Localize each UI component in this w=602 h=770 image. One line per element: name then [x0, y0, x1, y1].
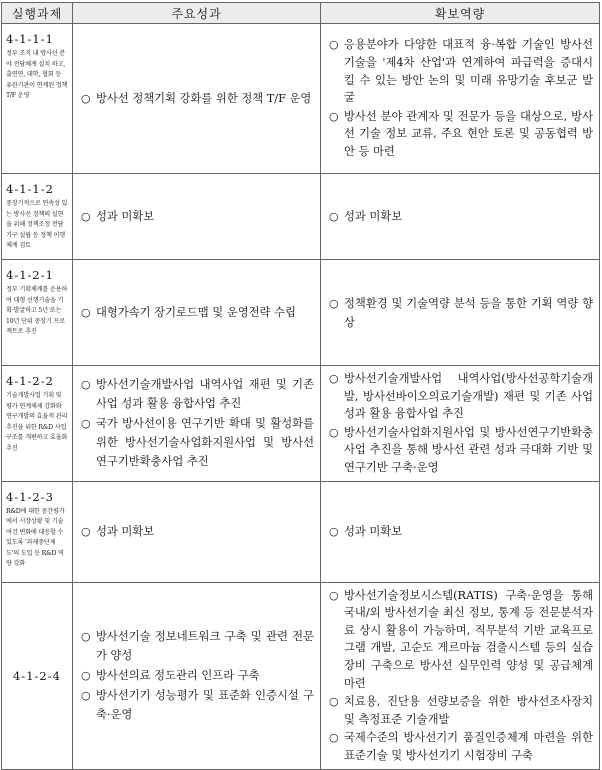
- capability-text: 정책환경 및 기술역량 분석 등을 통한 기획 역량 향상: [344, 296, 593, 329]
- capability-text: 방사선 분야 관계자 및 전문가 등을 대상으로, 방사선 기술 정보 교류, 주요 현안 토론 및 공동협력 방안 등 마련: [344, 109, 593, 158]
- capability-item: [327, 729, 593, 764]
- bullet-icon: ○: [329, 210, 339, 223]
- bullet-icon: ○: [81, 92, 91, 105]
- table-row: [2, 582, 600, 769]
- capabilities-cell: [321, 24, 600, 174]
- header-task: 실행과제: [2, 3, 73, 24]
- capability-item: [327, 108, 593, 161]
- bullet-icon: ○: [329, 296, 339, 310]
- task-description: 중장기적으로 연속성 있는 방사선 정책의 실현을 위해 정책조정 전담기구 설립 등 정책 이행 체계 검토: [6, 200, 68, 249]
- results-cell: [73, 174, 321, 260]
- capabilities-cell: [321, 174, 600, 260]
- capability-item: [327, 36, 593, 106]
- table-row: [2, 481, 600, 582]
- task-id: 4-1-2-3: [6, 489, 54, 504]
- capability-text: 성과 미확보: [344, 525, 403, 539]
- result-item: [79, 303, 314, 322]
- result-text: 방사선기기 성능평가 및 표준화 인증시설 구축·운영: [96, 689, 314, 722]
- task-cell: [2, 174, 73, 260]
- task-cell: [2, 24, 73, 174]
- capability-text: 치료용, 진단용 선량보증을 위한 방사선조사장치 및 측정표준 기술개발: [344, 695, 593, 726]
- header-capabilities: 확보역량: [321, 3, 600, 24]
- results-cell: [73, 260, 321, 366]
- task-id: 4-1-2-2: [6, 374, 54, 388]
- bullet-icon: ○: [329, 425, 339, 439]
- capability-text: 방사선기술정보시스템(RATIS) 구축·운영을 통해 국내/외 방사선기술 최신 정보, 통계 등 전문분석자료 상시 활용이 가능하며, 직무분석 기반 교육프로그램 개발, 고순도 게르마늄 검출시스템 등의 실습 장비 구축으로 방사선 실무인력 양성 및 공급체계 마련: [344, 588, 593, 690]
- bullet-icon: ○: [81, 630, 91, 644]
- table-row: [2, 24, 600, 174]
- bullet-icon: ○: [81, 669, 91, 683]
- task-description: R&D에 대한 중간평가에서 시장상황 및 기술여건 변화에 대응할 수 있도록 '과제중단제도'의 도입 등 R&D 역량 강화: [6, 507, 65, 568]
- bullet-icon: ○: [329, 525, 339, 539]
- capability-text: 국제수준의 방사선기기 품질인증체계 마련을 위한 표준기술 및 방사선기기 시험장비 구축: [344, 731, 593, 762]
- result-text: 방사선의료 정도관리 인프라 구축: [96, 669, 260, 683]
- capability-text: 응용분야가 다양한 대표적 융·복합 기술인 방사선기술을 '제4차 산업'과 연계하여 파급력을 증대시킬 수 있는 방안 논의 및 미래 유망기술 후보군 발굴: [344, 38, 593, 105]
- capabilities-cell: [321, 582, 600, 769]
- header-row: [2, 3, 600, 24]
- result-item: [79, 414, 314, 471]
- bullet-icon: ○: [329, 588, 339, 602]
- capability-item: [327, 587, 593, 693]
- result-item: [79, 522, 314, 541]
- result-text: 성과 미확보: [96, 210, 155, 223]
- bullet-icon: ○: [81, 210, 91, 223]
- bullet-icon: ○: [329, 372, 339, 385]
- results-cell: [73, 582, 321, 769]
- result-item: [79, 666, 314, 685]
- result-text: 방사선기술 정보네트워크 구축 및 관련 전문가 양성: [96, 630, 314, 663]
- result-text: 방사선기술개발사업 내역사업 재편 및 기존 사업 성과 활용 융합사업 추진: [96, 378, 314, 411]
- result-text: 방사선 정책기획 강화를 위한 정책 T/F 운영: [96, 92, 312, 105]
- capability-text: 방사선기술개발사업 내역사업(방사선공학기술개발, 방사선바이오의료기술개발) 재편 및 기존 사업 성과 활용 융합사업 추진: [344, 372, 593, 421]
- task-description: 기술개발사업 기획 및 평가 연계체제 강화와 연구개발의 효율적 관리 추진을 위한 R&D 사업 구조를 개편하고 효율화 추진: [6, 392, 68, 452]
- bullet-icon: ○: [329, 109, 339, 123]
- capabilities-cell: [321, 366, 600, 482]
- result-item: [79, 207, 314, 226]
- bullet-icon: ○: [329, 695, 339, 709]
- task-cell: [2, 481, 73, 582]
- header-results: 주요성과: [73, 3, 321, 24]
- capability-text: 방사선기술사업화지원사업 및 방사선연구기반확충사업 추진을 통해 방사선 관련 성과 극대화 기반 및 연구기반 구축·운영: [344, 425, 593, 474]
- capability-item: [327, 207, 593, 226]
- table-row: [2, 174, 600, 260]
- results-cell: [73, 24, 321, 174]
- task-description: 정부 기획체계를 운용하여 대형 선행기술을 기획·발굴하고 5년 또는 10년 단위 중장기 프로젝트로 추진: [6, 286, 68, 335]
- task-id: 4-1-2-4: [13, 668, 61, 683]
- result-text: 성과 미확보: [96, 525, 155, 539]
- capabilities-cell: [321, 481, 600, 582]
- result-item: [79, 89, 314, 108]
- capability-item: [327, 370, 593, 423]
- task-cell: [2, 260, 73, 366]
- table-row: [2, 260, 600, 366]
- result-text: 국가 방사선이용 연구기반 확대 및 활성화를 위한 방사선기술사업화지원사업 및 방사선연구기반확충사업 추진: [96, 417, 314, 469]
- bullet-icon: ○: [329, 731, 339, 745]
- capability-item: [327, 693, 593, 728]
- result-item: [79, 627, 314, 665]
- bullet-icon: ○: [81, 306, 91, 319]
- task-id: 4-1-2-1: [6, 268, 54, 282]
- task-cell: [2, 366, 73, 482]
- performance-table: [1, 2, 600, 770]
- task-cell: [2, 582, 73, 769]
- capabilities-cell: [321, 260, 600, 366]
- bullet-icon: ○: [329, 38, 339, 52]
- results-cell: [73, 481, 321, 582]
- bullet-icon: ○: [81, 689, 91, 703]
- task-id: 4-1-1-1: [6, 32, 54, 46]
- bullet-icon: ○: [81, 417, 91, 431]
- capability-item: [327, 424, 593, 477]
- result-item: [79, 375, 314, 413]
- result-text: 대형가속기 장기로드맵 및 운영전략 수립: [96, 306, 296, 319]
- results-cell: [73, 366, 321, 482]
- table-row: [2, 366, 600, 482]
- task-id: 4-1-1-2: [6, 182, 54, 196]
- capability-item: [327, 522, 593, 541]
- capability-text: 성과 미확보: [344, 210, 403, 223]
- bullet-icon: ○: [81, 378, 91, 392]
- capability-item: [327, 294, 593, 332]
- bullet-icon: ○: [81, 525, 91, 539]
- result-item: [79, 686, 314, 724]
- task-description: 정부 조직 내 방사선 분야 전담체계 설치 하고, 출연연, 대학, 협회 등 유관기관이 연계된 정책 T/F 운영: [6, 50, 68, 99]
